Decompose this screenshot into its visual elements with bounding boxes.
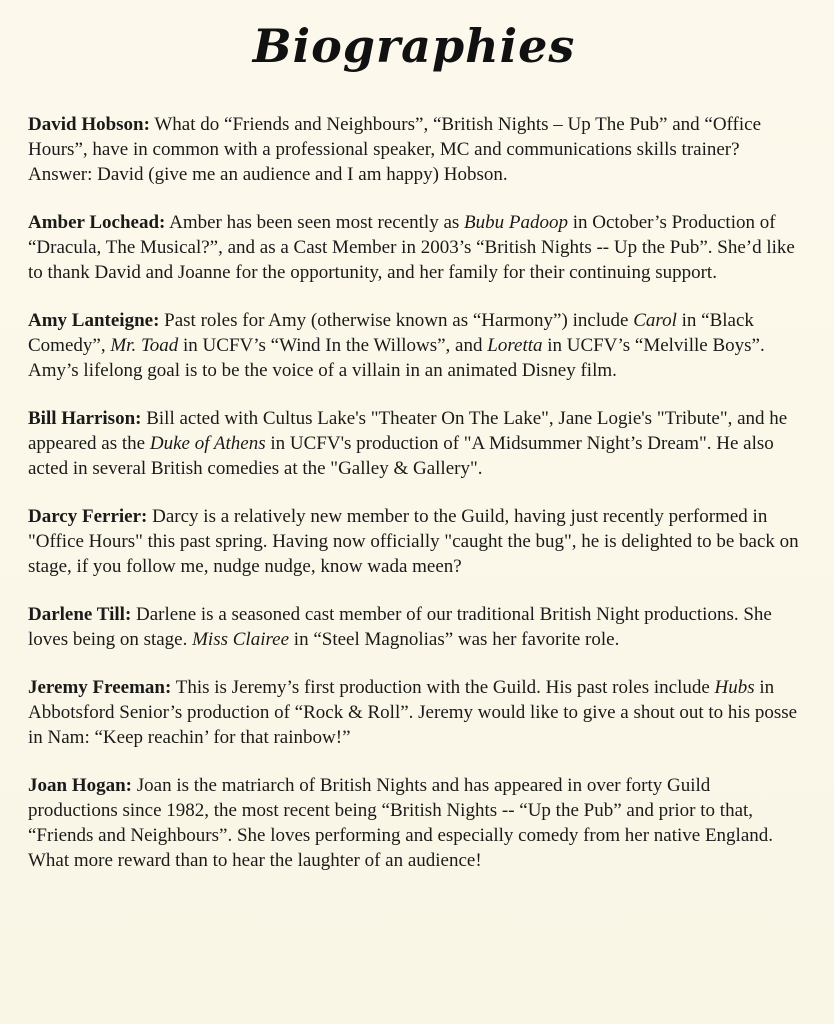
bio-text: in UCFV’s “Wind In the Willows”, and bbox=[178, 335, 488, 356]
bio-name: Joan Hogan: bbox=[28, 775, 132, 796]
bio-text: in Abbotsford Senior’s production of “Rock & Roll”. Jeremy would like to give a shout out to his posse in Nam: “Keep reachin’ for that rainbow!” bbox=[28, 677, 798, 748]
bio-name: Bill Harrison: bbox=[28, 408, 142, 429]
bio-text: in “Steel Magnolias” was her favorite role. bbox=[289, 629, 620, 650]
bio-text: Darlene is a seasoned cast member of our traditional British Night productions. She loves being on stage. bbox=[28, 604, 772, 650]
role-name: Loretta bbox=[487, 335, 543, 356]
bio-text: in “Black Comedy”, bbox=[28, 310, 754, 356]
bio-name: Amy Lanteigne: bbox=[28, 310, 160, 331]
bio-text: Joan is the matriarch of British Nights and has appeared in over forty Guild productions since 1982, the most recent being “British Nights -- “Up the Pub” and prior to that, “Friends and Neighbours”. She loves performing and especially comedy from her native England. What more reward than to hear the laughter of an audience! bbox=[28, 775, 774, 871]
bio-text: in October’s Production of “Dracula, The Musical?”, and as a Cast Member in 2003’s “British Nights -- Up the Pub”. She’d like to thank David and Joanne for the opportunity, and her family for their continuing support. bbox=[28, 212, 795, 283]
bio-text: in UCFV's production of "A Midsummer Night’s Dream". He also acted in several British comedies at the "Galley & Gallery". bbox=[28, 433, 774, 479]
bio-name: David Hobson: bbox=[28, 114, 150, 135]
bio-name: Amber Lochead: bbox=[28, 212, 166, 233]
bio-paragraph bbox=[28, 602, 804, 652]
page-title: Biographies bbox=[252, 19, 576, 73]
role-name: Bubu Padoop bbox=[464, 212, 568, 233]
bio-text: This is Jeremy’s first production with the Guild. His past roles include bbox=[171, 677, 715, 698]
role-name: Carol bbox=[633, 310, 677, 331]
bio-paragraph bbox=[28, 406, 804, 481]
role-name: Duke of Athens bbox=[149, 433, 266, 454]
bio-text: in UCFV’s “Melville Boys”. Amy’s lifelong goal is to be the voice of a villain in an animated Disney film. bbox=[28, 335, 765, 381]
bio-text: Darcy is a relatively new member to the Guild, having just recently performed in "Office Hours" this past spring. Having now officially "caught the bug", he is delighted to be back on stage, if you follow me, nudge nudge, know wada meen? bbox=[28, 506, 799, 577]
bio-paragraph bbox=[28, 308, 804, 383]
role-name: Hubs bbox=[714, 677, 755, 698]
bio-paragraph bbox=[28, 675, 804, 750]
bio-name: Darcy Ferrier: bbox=[28, 506, 148, 527]
bio-text: Past roles for Amy (otherwise known as “Harmony”) include bbox=[159, 310, 634, 331]
bio-paragraph bbox=[28, 210, 804, 285]
bio-paragraph bbox=[28, 504, 804, 579]
bio-text: Amber has been seen most recently as bbox=[165, 212, 465, 233]
bio-paragraph bbox=[28, 112, 804, 187]
bio-name: Darlene Till: bbox=[28, 604, 132, 625]
role-name: Mr. Toad bbox=[110, 335, 179, 356]
bio-text: Bill acted with Cultus Lake's "Theater On The Lake", Jane Logie's "Tribute", and he appeared as the bbox=[28, 408, 788, 454]
role-name: Miss Clairee bbox=[192, 629, 290, 650]
bio-text: What do “Friends and Neighbours”, “British Nights – Up The Pub” and “Office Hours”, have in common with a professional speaker, MC and communications skills trainer? Answer: David (give me an audience and I am happy) Hobson. bbox=[28, 114, 762, 185]
biographies-list bbox=[28, 112, 804, 873]
bio-paragraph bbox=[28, 773, 804, 873]
bio-name: Jeremy Freeman: bbox=[28, 677, 172, 698]
